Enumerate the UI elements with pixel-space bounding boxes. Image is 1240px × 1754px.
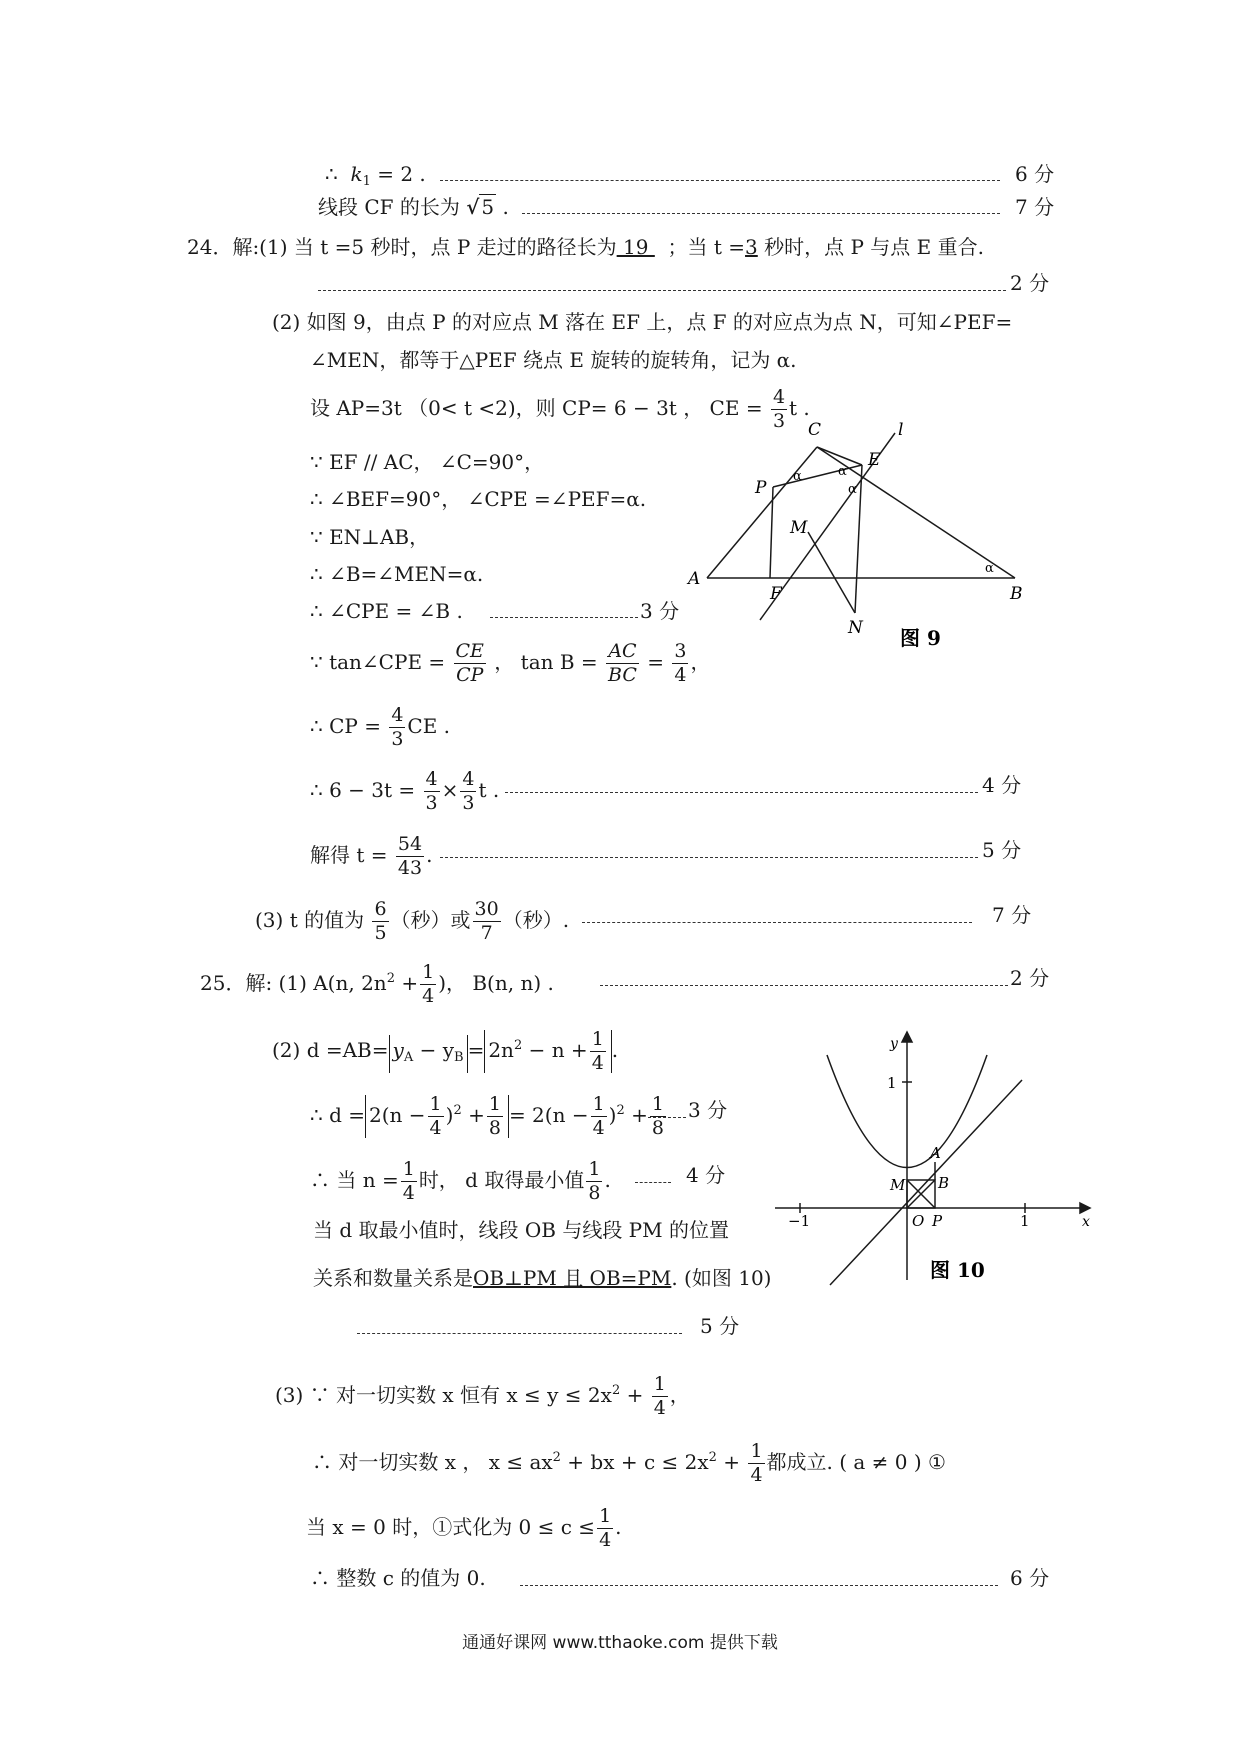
fraction: $\frac{4}{3}$ xyxy=(391,704,404,750)
fraction: $\frac{1}{8}$ xyxy=(651,1093,664,1139)
q25-part3-line1: (3) ∵ 对一切实数 x 恒有 $x \le y \le 2x^2$ + $\frac{1}{4}$ ， xyxy=(275,1373,690,1419)
angle-alpha: α xyxy=(838,464,847,479)
solution-line: 解得 t = $\frac{54}{43}$ . xyxy=(310,833,433,879)
q24-part2-line1: (2) 如图 9，由点 P 的对应点 M 落在 EF 上，点 F 的对应点为点 N，可知∠PEF= xyxy=(272,310,1013,334)
score: 7 分 xyxy=(1015,195,1055,219)
angle-alpha: α xyxy=(985,561,994,576)
fraction: $\frac{4}{3}$ xyxy=(462,768,475,814)
label-m: M xyxy=(790,518,808,538)
leader-line xyxy=(582,922,972,923)
side-ac xyxy=(707,447,817,578)
leader-line xyxy=(600,985,1008,986)
footer-credit: 通通好课网 www.tthaoke.com 提供下载 xyxy=(462,1633,778,1653)
y-axis-arrow xyxy=(902,1032,912,1042)
fraction: $\frac{4}{3}$ xyxy=(425,768,438,814)
fraction: $\frac{1}{4}$ xyxy=(429,1093,442,1139)
q24-part1: 24．解:(1) 当 t =5 秒时，点 P 走过的路径长为 19 ；当 t =3 秒时，点 P 与点 E 重合. xyxy=(187,235,984,259)
step-line: ∵ EF // AC， ∠C=90°， xyxy=(310,450,545,474)
leader-line xyxy=(318,290,1006,291)
step-line: ∴ ∠CPE = ∠B . xyxy=(310,599,463,623)
leader-line xyxy=(440,857,978,858)
fraction: $\frac{4}{3}$ xyxy=(772,386,786,432)
q24-setup: 设 AP=3t （0< t <2)，则 CP= 6 − 3t ， CE = $\frac{4}{3}$ t . xyxy=(310,386,810,432)
q25-part1: 25．解: (1) A(n, $2n^2$ + $\frac{1}{4}$ )， B(n, n) . xyxy=(200,961,554,1007)
fraction: $\frac{6}{5}$ xyxy=(374,898,387,944)
fraction: $\frac{1}{4}$ xyxy=(750,1440,763,1486)
sqrt-5: √ 5 xyxy=(466,195,495,219)
score: 4 分 xyxy=(686,1163,726,1187)
score: 5 分 xyxy=(982,838,1022,862)
label-y: y xyxy=(890,1036,898,1052)
step-cf: 线段 CF 的长为 √ 5 . xyxy=(318,192,509,222)
q25-relation-1: 当 d 取最小值时，线段 OB 与线段 PM 的位置 xyxy=(313,1218,729,1242)
fraction: $\frac{3}{4}$ xyxy=(674,640,687,686)
q24-part2-line2: ∠MEN，都等于△PEF 绕点 E 旋转的旋转角，记为 α. xyxy=(310,348,797,372)
score: 2 分 xyxy=(1010,966,1050,990)
step-line: ∵ EN⊥AB， xyxy=(310,525,430,549)
label-b: B xyxy=(1010,584,1023,604)
label-c: C xyxy=(808,420,822,440)
figure-9 xyxy=(680,405,1030,655)
label-l: l xyxy=(898,420,904,440)
label-o: O xyxy=(912,1212,925,1230)
score: 4 分 xyxy=(982,773,1022,797)
step-line: ∴ ∠B=∠MEN=α. xyxy=(310,562,484,586)
equation-line: ∴ 6 − 3t = $\frac{4}{3}$ × $\frac{4}{3}$ t . xyxy=(310,768,500,814)
leader-line xyxy=(520,1585,998,1586)
q25-part2-d: (2) $d =AB= y_A - y_B = 2n^2 - n$ + $\frac{1}{4}$ . xyxy=(272,1028,619,1074)
fraction: $\frac{1}{4}$ xyxy=(653,1373,666,1419)
leader-line xyxy=(357,1333,682,1334)
q25-part3-line4: ∴ 整数 c 的值为 0. xyxy=(310,1566,486,1590)
leader-line xyxy=(490,617,638,618)
tan-line: ∵ tan∠CPE = $\frac{CE}{CP}$ ， tan B = $\frac{AC}{BC}$ = $\frac{3}{4}$ ， xyxy=(310,640,711,686)
angle-alpha: α xyxy=(793,469,802,484)
leader-line xyxy=(440,180,1000,181)
angle-alpha: α xyxy=(848,482,857,497)
label-x: x xyxy=(1082,1214,1090,1230)
q25-part2-min: ∴ 当 n = $\frac{1}{4}$ 时， d 取得最小值 $\frac{1}{8}$ . xyxy=(310,1158,611,1204)
label-p: P xyxy=(932,1212,943,1230)
q25-part2-complete-square: ∴ d = 2(n − $\frac{1}{4}$ )$^2$ + $\frac{1}{8}$ = 2(n − $\frac{1}{4}$ )$^2$ + $\frac{1}{8}$ xyxy=(310,1093,664,1139)
score: 7 分 xyxy=(992,903,1032,927)
fraction: $\frac{30}{7}$ xyxy=(474,898,499,944)
fraction: $\frac{1}{4}$ xyxy=(402,1158,415,1204)
fraction: $\frac{1}{4}$ xyxy=(422,961,435,1007)
label-n: N xyxy=(848,618,863,638)
label-a: A xyxy=(688,569,701,589)
x-axis-arrow xyxy=(1080,1203,1090,1213)
figure-10 xyxy=(770,1030,1110,1290)
fraction: $\frac{54}{43}$ xyxy=(397,833,423,879)
label-neg1: −1 xyxy=(788,1212,811,1230)
figure-caption: 图 9 xyxy=(900,626,941,650)
q25-relation-2: 关系和数量关系是OB⊥PM 且 OB=PM. (如图 10) xyxy=(313,1266,772,1290)
fraction: $\frac{1}{4}$ xyxy=(591,1028,604,1074)
label-1x: 1 xyxy=(1020,1212,1030,1230)
label-1y: 1 xyxy=(887,1074,897,1092)
score: 2 分 xyxy=(1010,271,1050,295)
q25-part3-line2: ∴ 对一切实数 x ， $x \le ax^2$ + bx + $c \le 2x^2$ + $\frac{1}{4}$ 都成立. ( a ≠ 0 ) ① xyxy=(312,1440,946,1486)
fraction: $\frac{1}{4}$ xyxy=(592,1093,605,1139)
label-f: F xyxy=(770,584,782,604)
score: 6 分 xyxy=(1015,162,1055,186)
leader-line xyxy=(505,792,978,793)
cp-line: ∴ CP = $\frac{4}{3}$ CE . xyxy=(310,704,451,750)
fraction: $\frac{1}{8}$ xyxy=(588,1158,601,1204)
score: 3 分 xyxy=(688,1098,728,1122)
step-k1: ∴ $k_1 = 2$ . xyxy=(325,162,426,189)
label-b: B xyxy=(938,1174,950,1192)
label-m: M xyxy=(890,1176,906,1194)
q24-part3: (3) t 的值为 $\frac{6}{5}$ （秒）或 $\frac{30}{7}$ （秒）. xyxy=(255,898,570,944)
label-e: E xyxy=(868,450,881,470)
fraction: $\frac{1}{8}$ xyxy=(488,1093,501,1139)
step-line: ∴ ∠BEF=90°， ∠CPE =∠PEF=α. xyxy=(310,487,647,511)
figure-caption: 图 10 xyxy=(930,1258,985,1282)
segment-mn xyxy=(808,532,855,613)
leader-line xyxy=(648,1117,686,1118)
score: 6 分 xyxy=(1010,1566,1050,1590)
leader-line xyxy=(635,1182,671,1183)
fraction: $\frac{AC}{BC}$ xyxy=(608,640,637,686)
label-p: P xyxy=(755,478,767,498)
fraction: $\frac{CE}{CP}$ xyxy=(455,640,484,686)
fraction: $\frac{1}{4}$ xyxy=(599,1505,612,1551)
leader-line xyxy=(522,213,1000,214)
line-y-equals-x xyxy=(830,1080,1022,1285)
score: 5 分 xyxy=(700,1314,740,1338)
q25-part3-line3: 当 x = 0 时，①式化为 0 ≤ c ≤ $\frac{1}{4}$ . xyxy=(306,1505,622,1551)
label-a: A xyxy=(930,1144,941,1162)
score: 3 分 xyxy=(640,599,680,623)
